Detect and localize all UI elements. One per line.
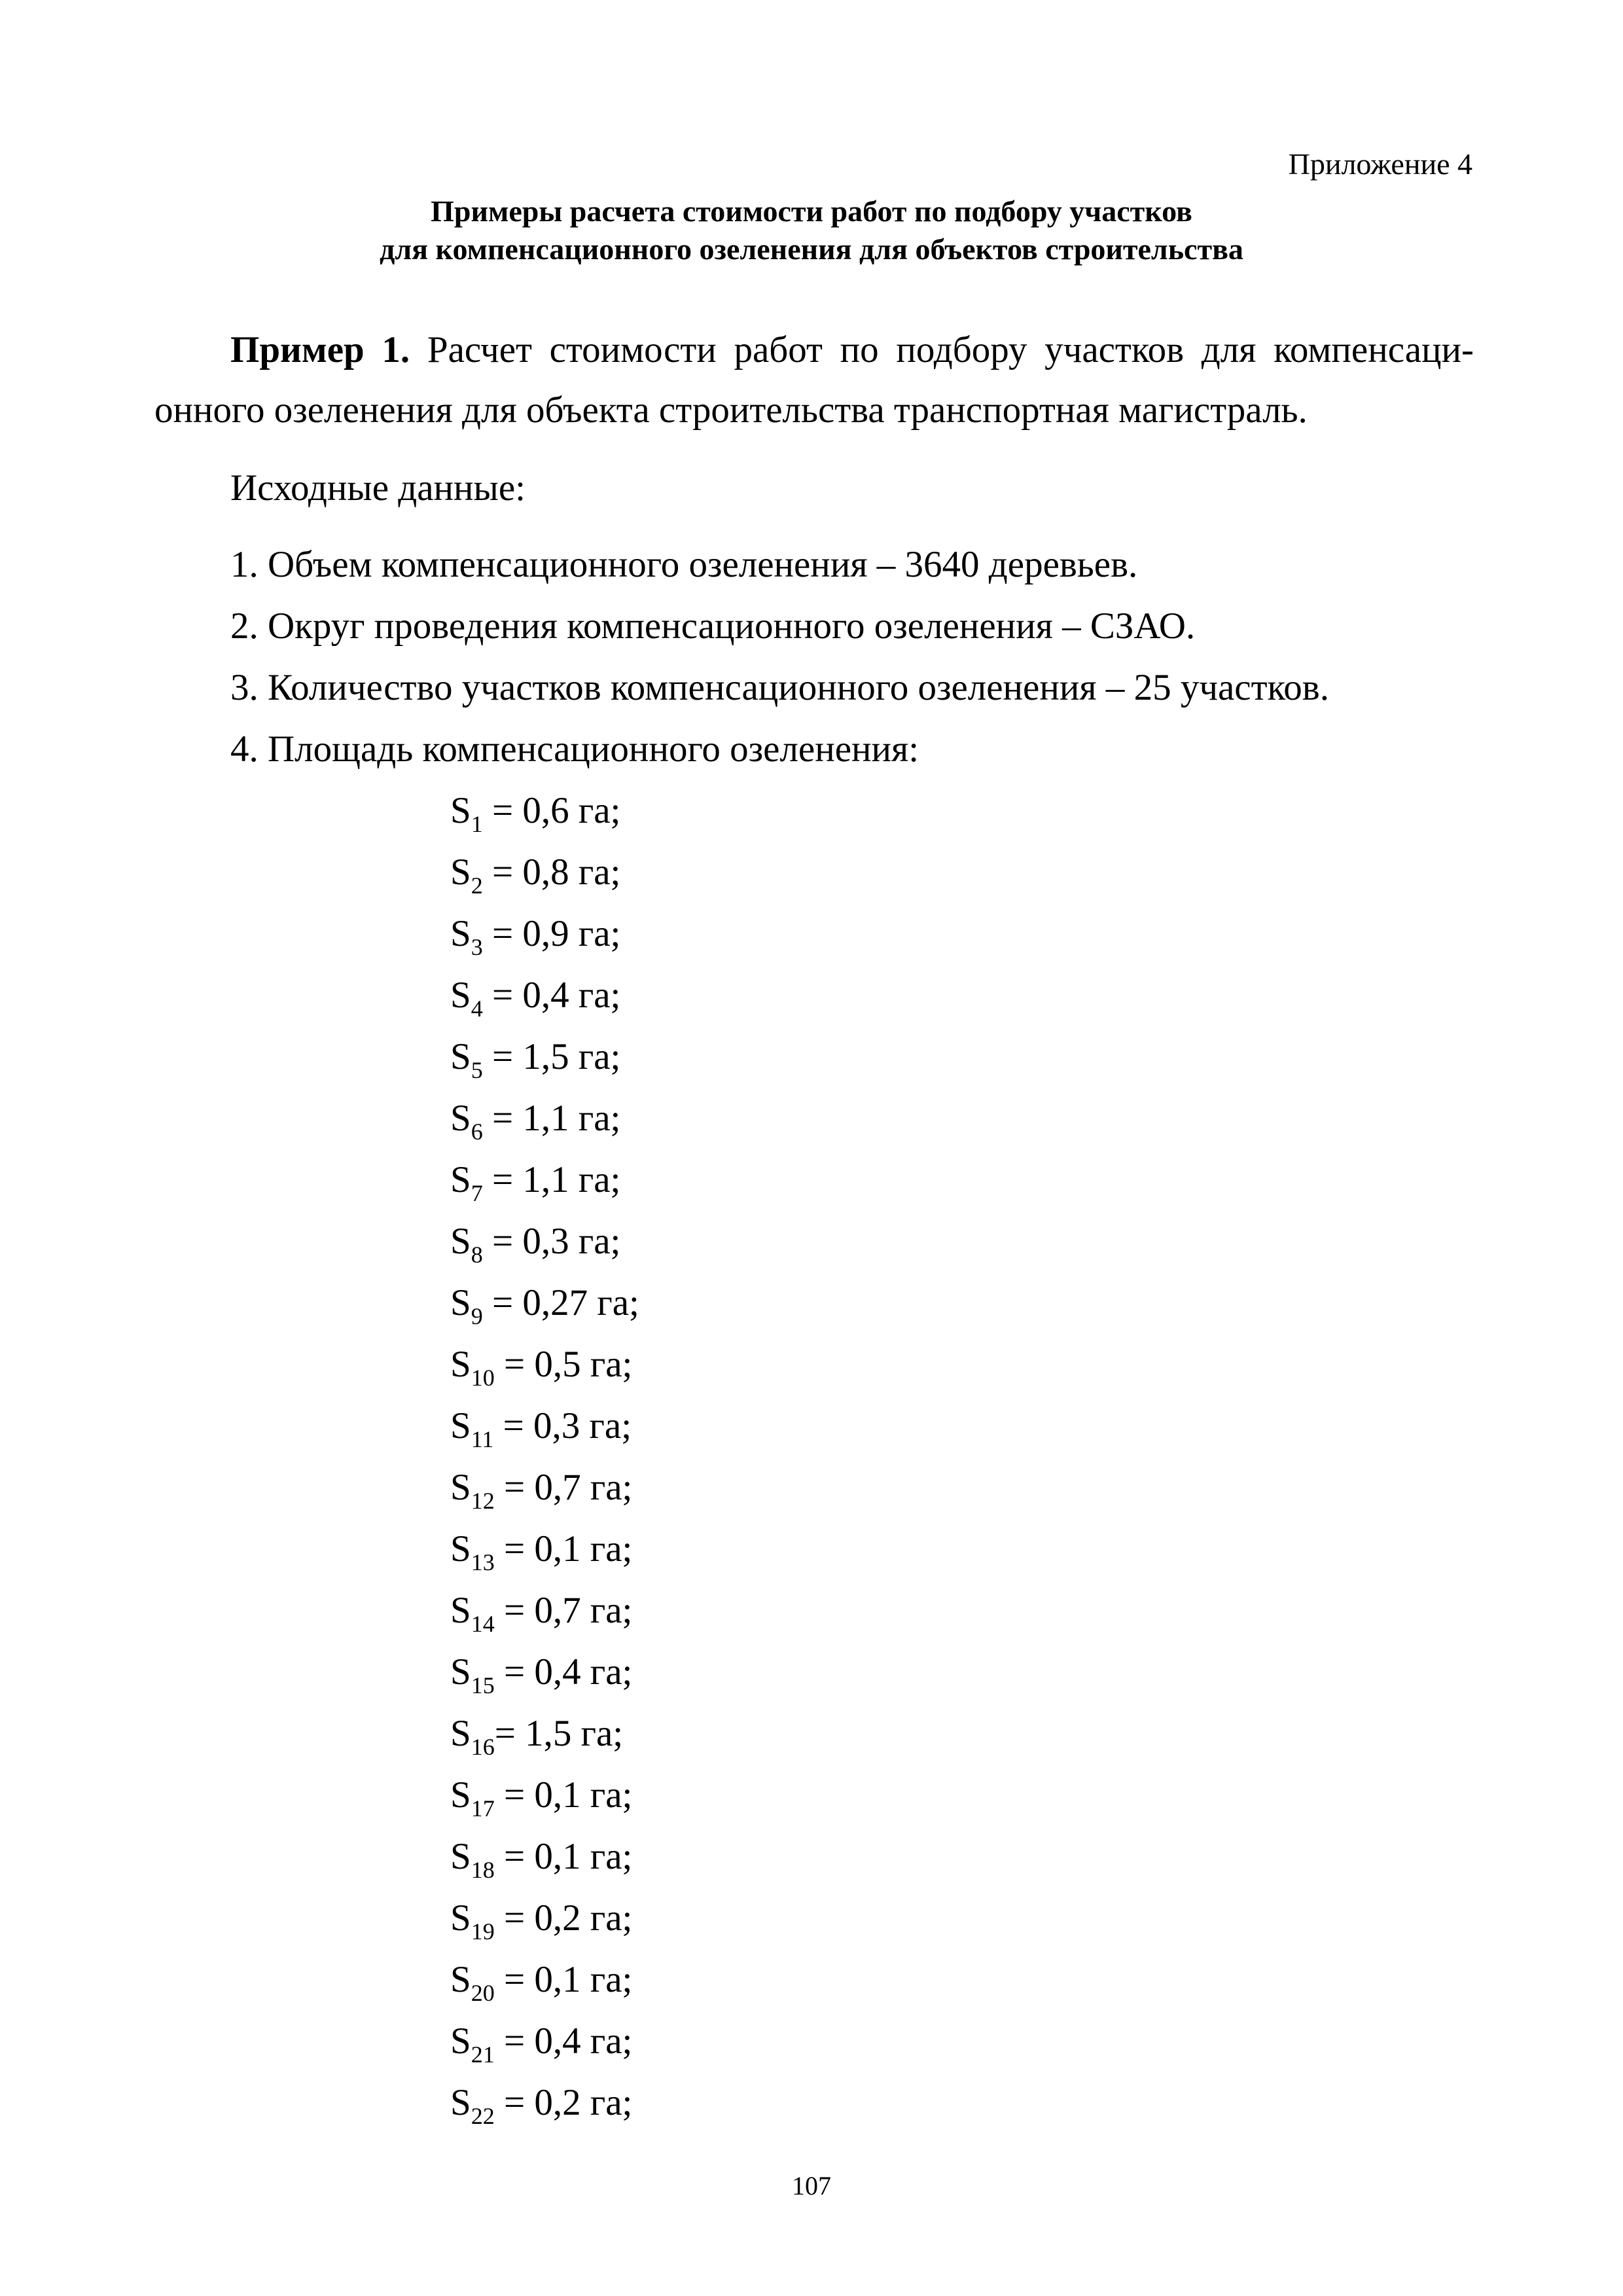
area-value: = 0,8 га; (482, 852, 621, 893)
example-label: Пример 1. (230, 329, 410, 370)
area-symbol: S (450, 1282, 471, 1323)
area-value: = 0,9 га; (482, 913, 621, 954)
area-item (450, 1713, 624, 1760)
appendix-label: Приложение 4 (1288, 147, 1472, 181)
area-symbol: S (450, 1405, 471, 1446)
source-data-item-3: 3. Количество участков компенсационного озеленения – 25 участков. (230, 667, 1329, 708)
area-item (450, 1467, 633, 1514)
area-value: = 1,1 га; (482, 1098, 621, 1139)
source-data-item-4: 4. Площадь компенсационного озеленения: (230, 728, 919, 770)
area-symbol: S (450, 1713, 471, 1754)
area-symbol: S (450, 1098, 471, 1139)
area-item (450, 1774, 633, 1821)
area-item (450, 1098, 621, 1145)
area-index: 18 (471, 1857, 495, 1883)
area-value: = 0,3 га; (482, 1221, 621, 1262)
area-value: = 0,2 га; (494, 2082, 633, 2123)
area-index: 15 (471, 1672, 495, 1698)
area-index: 16 (471, 1734, 495, 1760)
area-item (450, 1282, 639, 1329)
area-item (450, 975, 621, 1022)
area-item (450, 790, 621, 837)
area-symbol: S (450, 1897, 471, 1939)
area-symbol: S (450, 2082, 471, 2123)
area-symbol: S (450, 1159, 471, 1200)
area-index: 20 (471, 1980, 495, 2006)
area-symbol: S (450, 975, 471, 1016)
area-symbol: S (450, 1528, 471, 1570)
source-data-item-2: 2. Округ проведения компенсационного озеленения – СЗАО. (230, 605, 1196, 647)
example-text-line-1: Расчет стоимости работ по подбору участков для компенсаци- (427, 329, 1474, 370)
area-index: 5 (471, 1057, 483, 1083)
area-item (450, 2020, 633, 2068)
area-symbol: S (450, 790, 471, 831)
area-index: 3 (471, 934, 483, 960)
example-text-line-2: онного озеленения для объекта строительства транспортная магистраль. (154, 389, 1308, 431)
area-index: 13 (471, 1549, 495, 1575)
area-index: 10 (471, 1365, 495, 1391)
area-symbol: S (450, 1221, 471, 1262)
area-item (450, 1836, 633, 1883)
area-symbol: S (450, 2020, 471, 2062)
source-data-item-1: 1. Объем компенсационного озеленения – 3640 деревьев. (230, 544, 1138, 585)
area-index: 22 (471, 2103, 495, 2129)
area-index: 21 (471, 2041, 495, 2068)
area-item (450, 852, 621, 899)
area-value: = 0,1 га; (494, 1528, 633, 1570)
example-paragraph-line-1 (230, 331, 1474, 368)
area-value: = 0,1 га; (494, 1959, 633, 2000)
area-value: = 0,4 га; (494, 1651, 633, 1693)
area-item (450, 1897, 633, 1945)
area-item (450, 2082, 633, 2129)
area-index: 17 (471, 1795, 495, 1821)
area-index: 8 (471, 1242, 483, 1268)
area-value: = 0,1 га; (494, 1836, 633, 1877)
area-value: = 0,7 га; (494, 1590, 633, 1631)
area-index: 19 (471, 1918, 495, 1945)
area-item (450, 1221, 621, 1268)
area-symbol: S (450, 1467, 471, 1508)
area-index: 7 (471, 1180, 483, 1206)
area-item (450, 1159, 621, 1206)
area-index: 6 (471, 1119, 483, 1145)
area-index: 14 (471, 1611, 495, 1637)
area-item (450, 1651, 633, 1698)
area-value: = 0,1 га; (494, 1774, 633, 1816)
area-symbol: S (450, 913, 471, 954)
area-symbol: S (450, 1344, 471, 1385)
area-item (450, 1528, 633, 1575)
area-value: = 0,5 га; (494, 1344, 633, 1385)
area-value: = 0,4 га; (482, 975, 621, 1016)
area-item (450, 1590, 633, 1637)
area-symbol: S (450, 852, 471, 893)
area-index: 4 (471, 996, 483, 1022)
area-value: = 1,5 га; (494, 1713, 624, 1754)
area-value: = 0,7 га; (494, 1467, 633, 1508)
area-index: 2 (471, 872, 483, 899)
area-symbol: S (450, 1959, 471, 2000)
area-item (450, 1959, 633, 2006)
area-value: = 0,6 га; (482, 790, 621, 831)
area-value: = 0,27 га; (482, 1282, 639, 1323)
document-title-line-1: Примеры расчета стоимости работ по подбору участков (431, 194, 1192, 228)
area-value: = 1,5 га; (482, 1036, 621, 1077)
area-index: 9 (471, 1303, 483, 1329)
area-symbol: S (450, 1774, 471, 1816)
area-item (450, 1036, 621, 1083)
area-value: = 0,3 га; (493, 1405, 632, 1446)
document-title-line-2: для компенсационного озеленения для объектов строительства (380, 232, 1243, 266)
area-symbol: S (450, 1590, 471, 1631)
area-value: = 0,4 га; (494, 2020, 633, 2062)
area-item (450, 913, 621, 960)
area-index: 12 (471, 1488, 495, 1514)
area-symbol: S (450, 1836, 471, 1877)
area-value: = 1,1 га; (482, 1159, 621, 1200)
area-symbol: S (450, 1651, 471, 1693)
area-index: 1 (471, 811, 483, 837)
page-number: 107 (792, 2171, 831, 2200)
area-item (450, 1344, 633, 1391)
area-item (450, 1405, 632, 1452)
source-data-label: Исходные данные: (230, 467, 526, 509)
area-index: 11 (471, 1426, 494, 1452)
area-value: = 0,2 га; (494, 1897, 633, 1939)
area-symbol: S (450, 1036, 471, 1077)
